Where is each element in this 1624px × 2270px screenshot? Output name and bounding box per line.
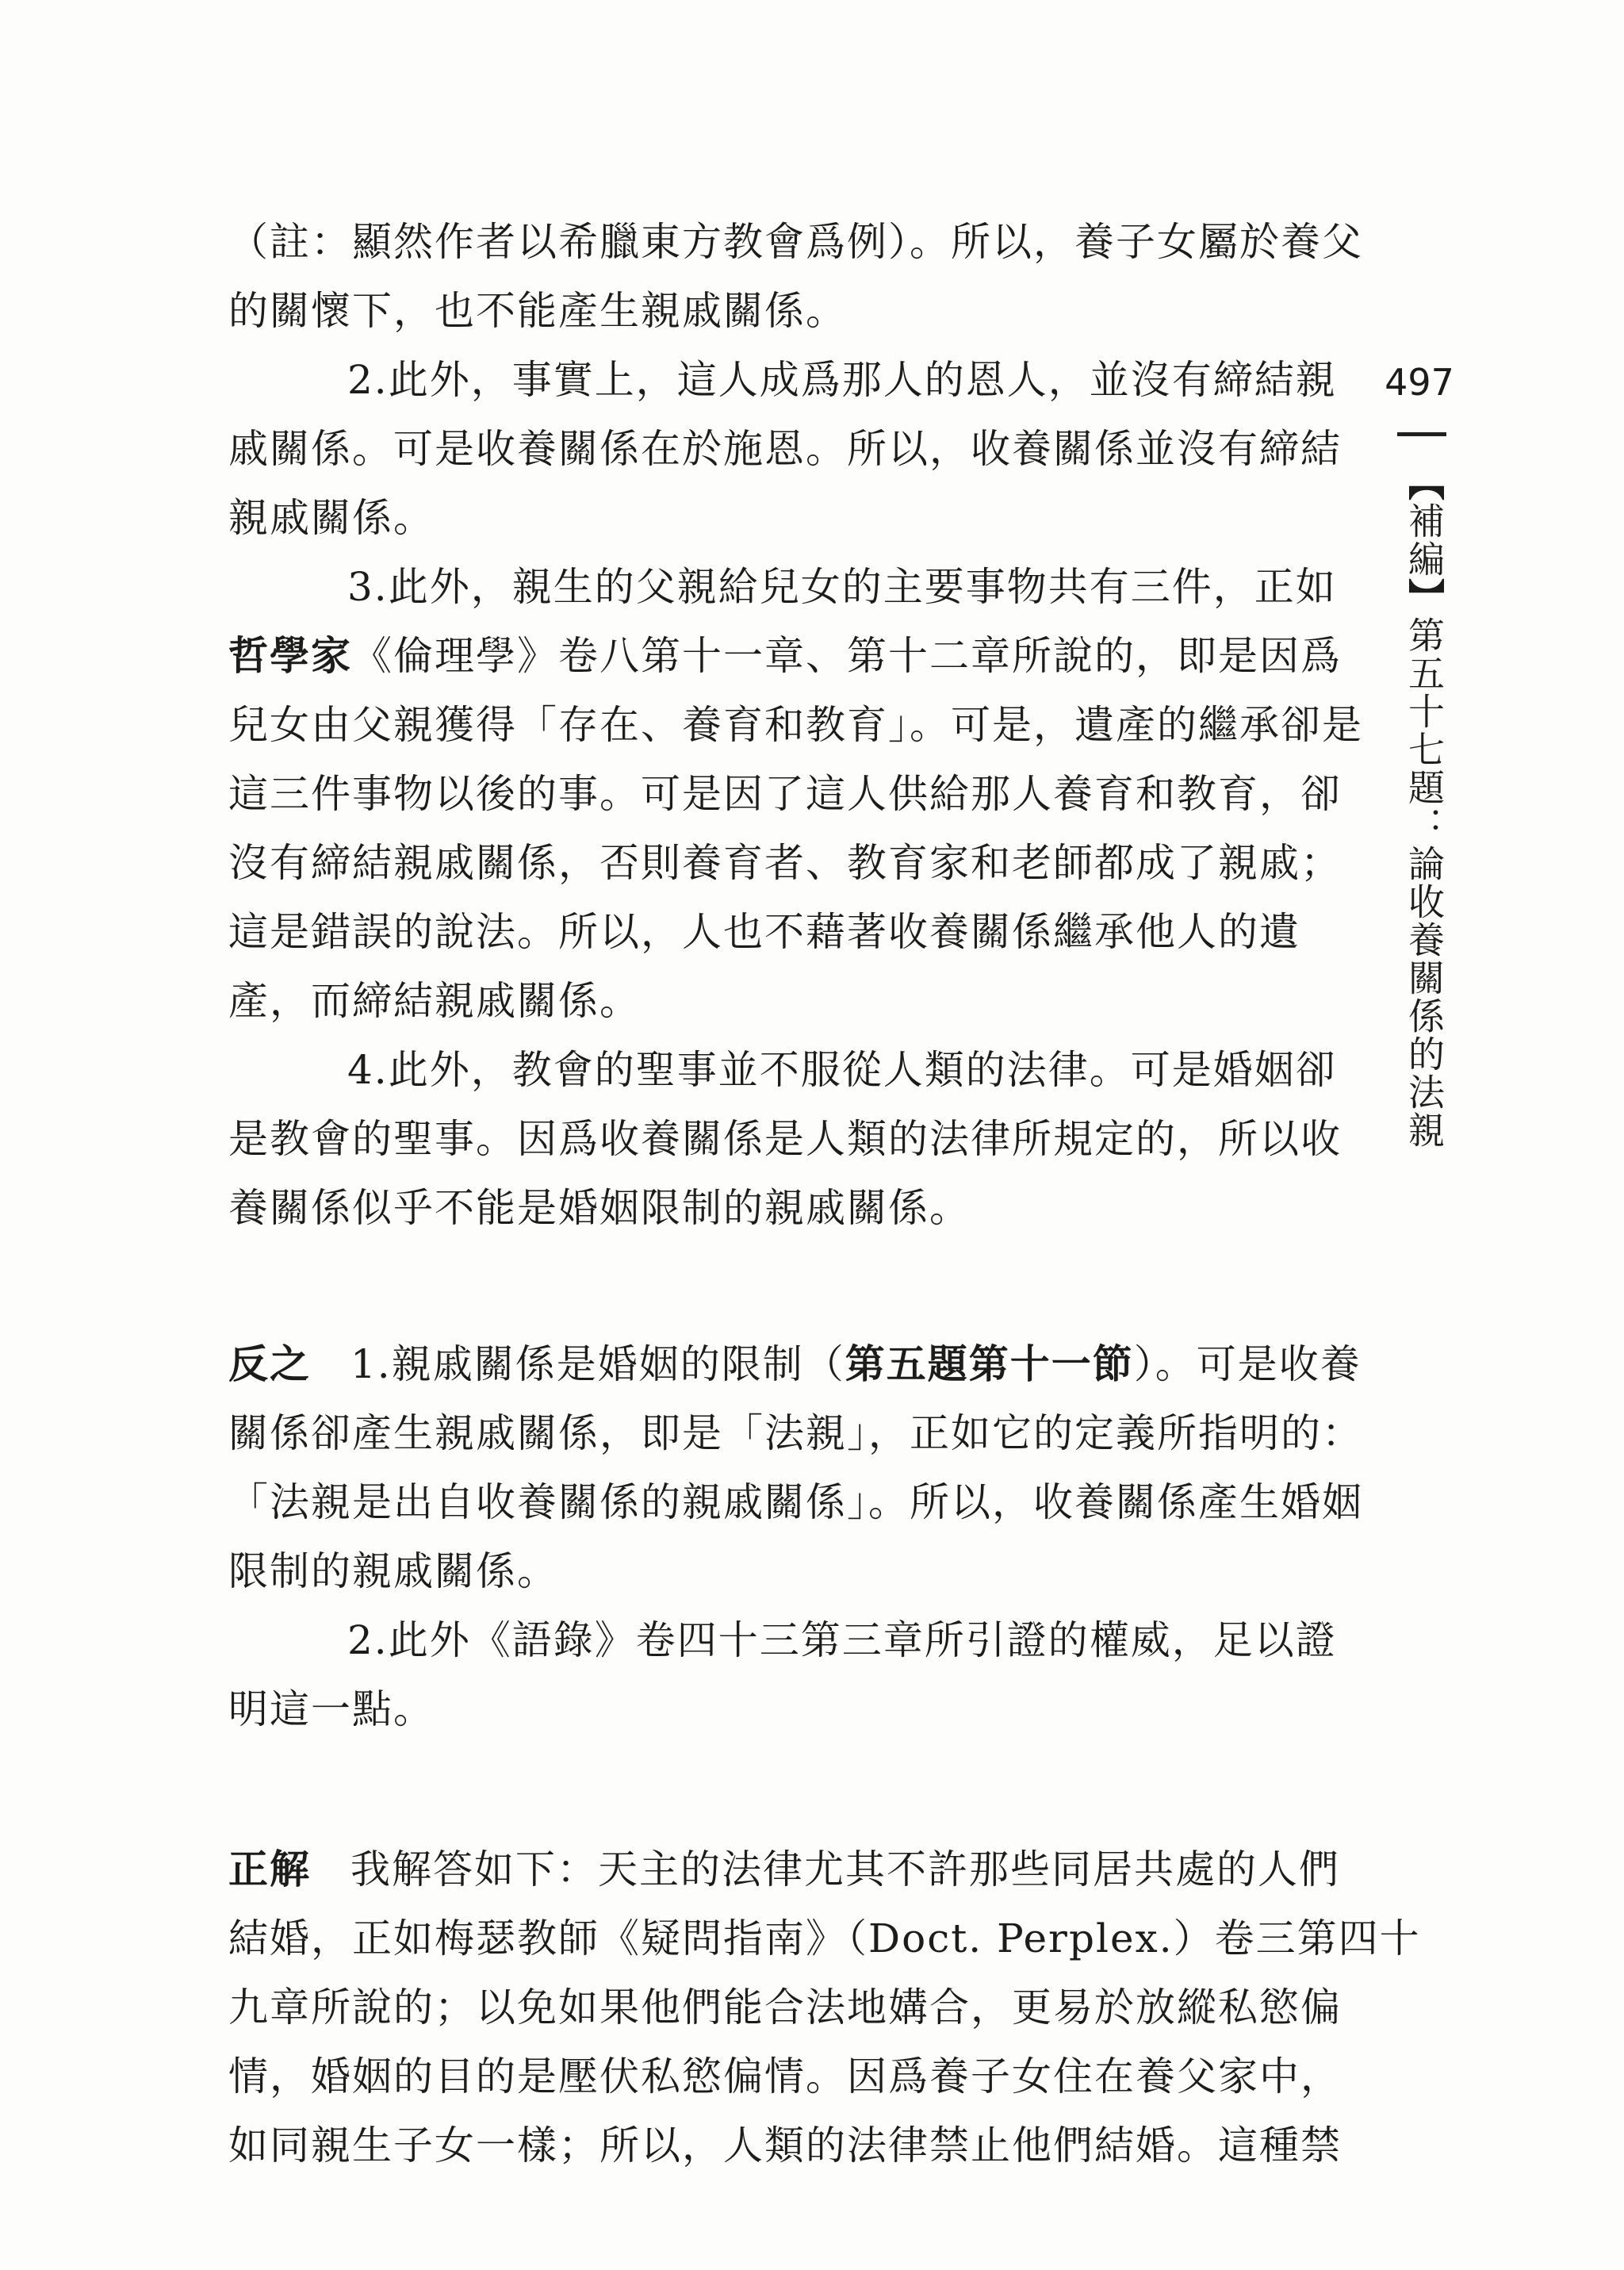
section-gap: [228, 1744, 1362, 1835]
text-line: 2.此外，事實上，這人成爲那人的恩人，並沒有締結親: [347, 357, 1337, 403]
text-line: 兒女由父親獲得「存在、養育和教育」。可是，遺產的繼承卻是: [228, 702, 1363, 748]
bracket-open: 【: [1403, 464, 1446, 502]
contra-bold-ref: 第五題第十一節: [845, 1341, 1134, 1387]
text-line: 沒有締結親戚關係，否則養育者、教育家和老師都成了親戚；: [228, 840, 1342, 886]
text-line: 是教會的聖事。因爲收養關係是人類的法律所規定的，所以收: [228, 1116, 1342, 1162]
text-line: 這三件事物以後的事。可是因了這人供給那人養育和教育，卻: [228, 771, 1342, 817]
running-head-section: 補編: [1403, 502, 1446, 578]
page-number: 497: [1385, 361, 1454, 404]
margin-rule: [1397, 432, 1446, 436]
text-line: 情，婚姻的目的是壓伏私慾偏情。因爲養子女住在養父家中，: [228, 2053, 1342, 2099]
section-gap: [228, 1243, 1362, 1330]
contra-section: [228, 1330, 1362, 1744]
text-line: 2.此外《語錄》卷四十三第三章所引證的權威，足以證: [347, 1617, 1337, 1663]
text-line: 這是錯誤的說法。所以，人也不藉著收養關係繼承他人的遺: [228, 909, 1300, 955]
bold-term: 哲學家: [228, 633, 352, 679]
text-line: 的關懷下，也不能產生親戚關係。: [228, 288, 847, 334]
text-line: 戚關係。可是收養關係在於施恩。所以，收養關係並沒有締結: [228, 426, 1342, 472]
text-line: [228, 622, 1362, 691]
text-line: （註：顯然作者以希臘東方教會爲例）。所以，養子女屬於養父: [228, 219, 1363, 265]
text-line: 「法親是出自收養關係的親戚關係」。所以，收養關係產生婚姻: [228, 1479, 1363, 1525]
running-head-title: 第五十七題：論收養關係的法親: [1403, 616, 1446, 1149]
contra-text-a: 1.親戚關係是婚姻的限制（: [350, 1341, 845, 1387]
text-line: 如同親生子女一樣；所以，人類的法律禁止他們結婚。這種禁: [228, 2122, 1342, 2168]
text-line: 產，而締結親戚關係。: [228, 978, 641, 1024]
answer-label: 正解: [228, 1846, 311, 1892]
answer-section: [228, 1835, 1421, 2180]
text-line: 明這一點。: [228, 1686, 435, 1732]
text-line: 4.此外，教會的聖事並不服從人類的法律。可是婚姻卻: [347, 1047, 1337, 1093]
paragraph-1: [228, 208, 1362, 346]
text-line: 養關係似乎不能是婚姻限制的親戚關係。: [228, 1185, 971, 1231]
text-line: 親戚關係。: [228, 495, 435, 541]
text-line: 限制的親戚關係。: [228, 1548, 558, 1594]
contra-label: 反之: [228, 1341, 311, 1387]
text-line: 關係卻產生親戚關係，即是「法親」，正如它的定義所指明的：: [228, 1410, 1363, 1456]
text-line: [228, 1330, 1362, 1399]
paragraph-4: [228, 1036, 1362, 1243]
text-line: 結婚，正如梅瑟教師《疑問指南》（Doct. Perplex.）卷三第四十: [228, 1915, 1421, 1961]
text-line-rest: 《倫理學》卷八第十一章、第十二章所說的，即是因爲: [352, 633, 1342, 679]
text-line: 九章所說的；以免如果他們能合法地媾合，更易於放縱私慾偏: [228, 1984, 1342, 2030]
running-head: [1402, 464, 1446, 1149]
paragraph-2: [228, 346, 1362, 553]
text-line: 3.此外，親生的父親給兒女的主要事物共有三件，正如: [347, 564, 1337, 610]
bracket-close: 】: [1403, 578, 1446, 616]
paragraph-3: [228, 553, 1362, 1036]
contra-text-b: ）。可是收養: [1133, 1341, 1362, 1387]
text-line: [228, 1835, 1362, 1904]
answer-first-line: 我解答如下：天主的法律尤其不許那些同居共處的人們: [350, 1846, 1340, 1892]
